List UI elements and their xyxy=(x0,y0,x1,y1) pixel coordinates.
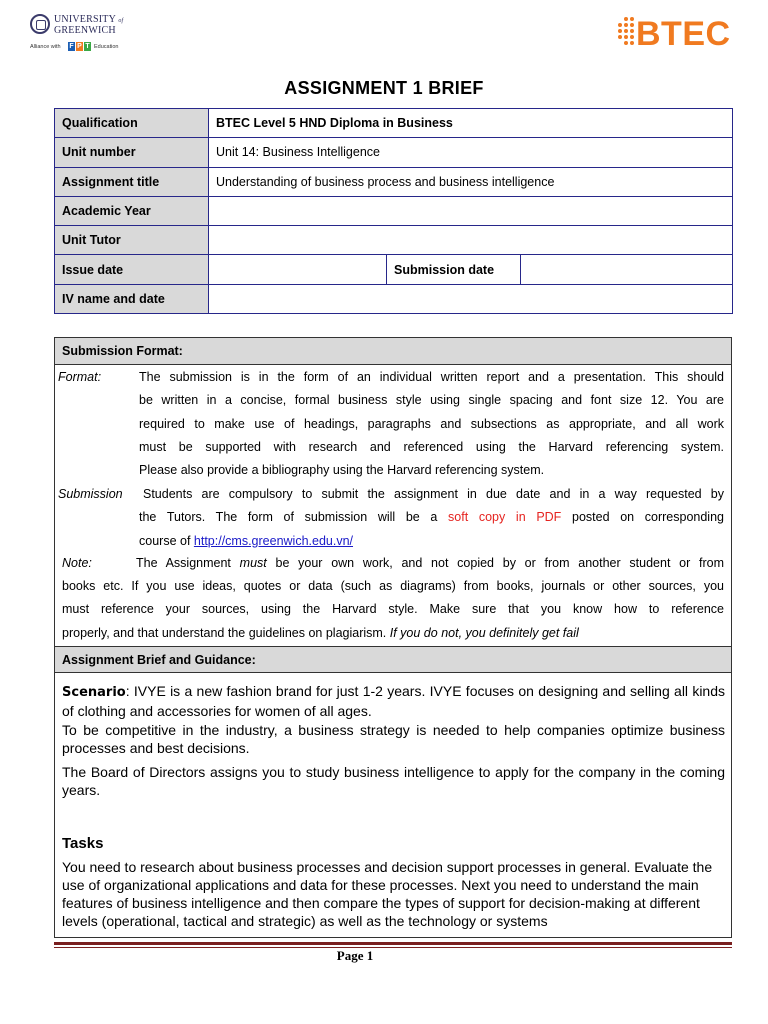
assignment-title-label: Assignment title xyxy=(55,167,209,196)
table-row xyxy=(55,167,733,196)
tasks-paragraph: You need to research about business processes and decision support processes in general. Evaluate the use of organizational applications and data for these processes. Next you need to understand the main features of business intelligence and then compare the types of support for decision-making at different levels (operational, tactical and strategic) as well as the technology or systems xyxy=(62,859,713,929)
table-row xyxy=(55,255,733,284)
note-line-1: The Assignment must be your own work, and not copied by or from another student or from xyxy=(136,556,725,570)
assignment-title-value: Understanding of business process and business intelligence xyxy=(209,167,733,196)
assignment-info-table xyxy=(54,108,733,314)
unit-number-value: Unit 14: Business Intelligence xyxy=(209,138,733,167)
alliance-text: Alliance with xyxy=(30,44,61,50)
submission-date-value xyxy=(521,255,733,284)
table-row xyxy=(55,284,733,313)
cms-link[interactable]: http://cms.greenwich.edu.vn/ xyxy=(193,533,354,548)
btec-logo xyxy=(614,14,746,54)
table-row xyxy=(55,138,733,167)
submission-format-heading: Submission Format: xyxy=(55,338,731,365)
iv-name-label: IV name and date xyxy=(55,284,209,313)
note-label: Note: xyxy=(62,556,92,570)
tasks-heading: Tasks xyxy=(62,835,104,852)
issue-date-value xyxy=(209,255,387,284)
footer-divider xyxy=(54,942,732,945)
academic-year-value xyxy=(209,196,733,225)
unit-number-label: Unit number xyxy=(55,138,209,167)
brief-guidance-heading: Assignment Brief and Guidance: xyxy=(55,646,731,673)
table-row xyxy=(55,196,733,225)
qualification-value: BTEC Level 5 HND Diploma in Business xyxy=(209,109,733,138)
page-number: Page 1 xyxy=(336,948,374,963)
scenario-paragraph: Scenario: IVYE is a new fashion brand for just 1-2 years. IVYE focuses on designing and selling all kinds of clothing and accessories for women of all ages. xyxy=(62,683,725,719)
table-row xyxy=(55,109,733,138)
submission-text: Students are compulsory to submit the assignment in due date and in a way requested by the Tutors. The form of submission will be a soft copy in PDF posted on corresponding course of http://cms.greenwich.edu.vn/ xyxy=(139,487,724,548)
unit-tutor-label: Unit Tutor xyxy=(55,226,209,255)
qualification-label: Qualification xyxy=(55,109,209,138)
crest-icon xyxy=(30,14,50,34)
submission-section xyxy=(54,337,732,938)
education-text: Education xyxy=(94,44,119,50)
academic-year-label: Academic Year xyxy=(55,196,209,225)
btec-wordmark: BTEC xyxy=(636,15,731,53)
submission-date-label: Submission date xyxy=(387,255,521,284)
fpt-logo: F P T xyxy=(69,43,90,50)
format-text: The submission is in the form of an individual written report and a presentation. This should be written in a concise, formal business style using single spacing and font size 12. You are required to make use of headings, paragraphs and subsections as appropriate, and all work must be supported with research and referenced using the Harvard referencing system. Please also provide a bibliography using the Harvard referencing system. xyxy=(139,370,724,478)
issue-date-label: Issue date xyxy=(55,255,209,284)
format-label: Format: xyxy=(58,370,102,384)
table-row xyxy=(55,226,733,255)
iv-name-value xyxy=(209,284,733,313)
board-paragraph: The Board of Directors assigns you to study business intelligence to apply for the company in the coming years. xyxy=(62,764,725,798)
soft-copy-highlight: soft copy in PDF xyxy=(448,510,562,525)
university-name: UNIVERSITY of GREENWICH xyxy=(54,14,124,36)
unit-tutor-value xyxy=(209,226,733,255)
submission-label: Submission xyxy=(58,487,123,501)
university-logo xyxy=(30,14,140,64)
note-text: books etc. If you use ideas, quotes or data (such as diagrams) from books, journals or other sources, you must reference your sources, using the Harvard style. Make sure that you know how to reference properly, and that understand the guidelines on plagiarism. If you do not, you definitely get fail xyxy=(62,579,724,640)
page-title: ASSIGNMENT 1 BRIEF xyxy=(284,78,484,98)
strategy-paragraph: To be competitive in the industry, a business strategy is needed to help companies optimize business processes and best decisions. xyxy=(62,722,725,756)
